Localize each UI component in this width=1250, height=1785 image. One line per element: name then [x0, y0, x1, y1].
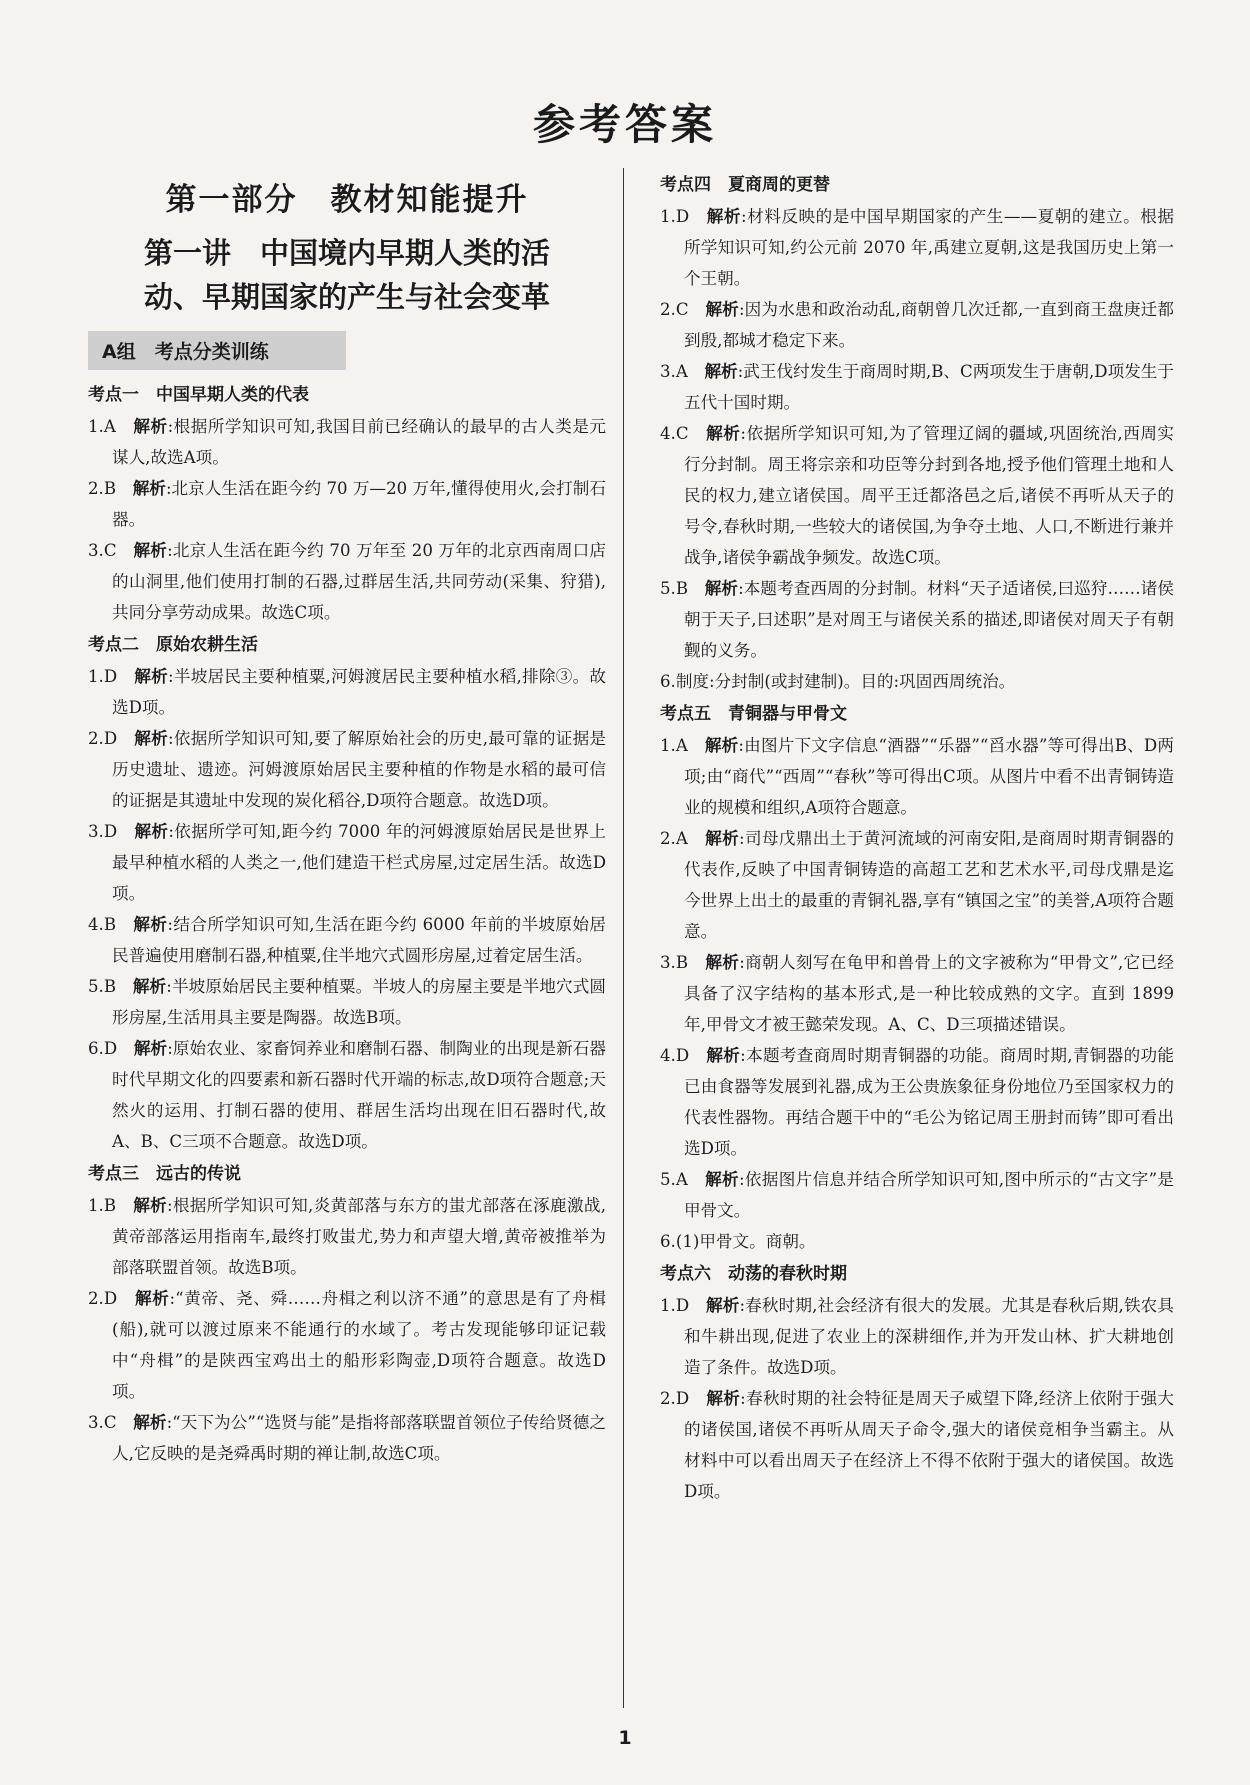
answer-text: :根据所学知识可知,炎黄部落与东方的蚩尤部落在涿鹿激战,黄帝部落运用指南车,最终打败蚩尤,势力和声望大增,黄帝被推举为部落联盟首领。故选B项。 [112, 1196, 606, 1277]
answer-item [660, 1040, 1174, 1164]
answer-number: 1.A [88, 417, 116, 436]
analysis-keyword: 解析 [133, 1039, 168, 1058]
section-heading: 考点一 中国早期人类的代表 [88, 385, 309, 405]
answer-text: :春秋时期,社会经济有很大的发展。尤其是春秋后期,铁农具和牛耕出现,促进了农业上的深耕细作,并为开发山林、扩大耕地创造了条件。故选D项。 [684, 1296, 1175, 1377]
answer-text: :材料反映的是中国早期国家的产生——夏朝的建立。根据所学知识可知,约公元前 2070 年,禹建立夏朝,这是我国历史上第一个王朝。 [684, 207, 1174, 288]
answer-text: :半坡居民主要种植粟,河姆渡居民主要种植水稻,排除③。故选D项。 [112, 667, 607, 717]
analysis-keyword: 解析 [706, 207, 742, 226]
answer-text: :由图片下文字信息“酒器”“乐器”“舀水器”等可得出B、D两项;由“商代”“西周”“春秋”等可得出C项。从图片中看不出青铜铸造业的规模和组织,A项符合题意。 [684, 736, 1175, 817]
column-divider [623, 168, 624, 1708]
analysis-keyword: 解析 [704, 362, 738, 381]
answer-text: :春秋时期的社会特征是周天子威望下降,经济上依附于强大的诸侯国,诸侯不再听从周天子命令,强大的诸侯竞相争当霸主。从材料中可以看出周天子在经济上不得不依附于强大的诸侯国。故选D项。 [684, 1389, 1174, 1501]
answer-text: :原始农业、家畜饲养业和磨制石器、制陶业的出现是新石器时代早期文化的四要素和新石器时代开端的标志,故D项符合题意;天然火的运用、打制石器的使用、群居生活均出现在旧石器时代,故A、B、C三项不合题意。故选D项。 [112, 1039, 607, 1151]
analysis-keyword: 解析 [705, 829, 740, 848]
answer-item [88, 473, 606, 535]
answer-item [660, 294, 1174, 356]
group-label: A组 考点分类训练 [88, 331, 346, 370]
answer-number: 1.D [660, 207, 690, 226]
answer-number: 4.D [660, 1046, 690, 1065]
section-heading: 考点二 原始农耕生活 [88, 635, 258, 655]
part-title: 第一部分 教材知能提升 [165, 182, 529, 218]
analysis-keyword: 解析 [704, 579, 739, 598]
answer-item [88, 816, 606, 909]
answer-number: 2.D [88, 729, 118, 748]
answer-number: 1.D [88, 667, 118, 686]
answer-number: 2.B [88, 479, 117, 498]
analysis-keyword: 解析 [706, 1296, 740, 1315]
answer-item [660, 1383, 1174, 1507]
answer-number: 2.D [88, 1289, 118, 1308]
answer-item [88, 971, 606, 1033]
page-title: 参考答案 [532, 100, 717, 149]
answer-number: 2.A [660, 829, 688, 848]
answer-number: 3.D [88, 822, 118, 841]
answer-number: 1.D [660, 1296, 690, 1315]
answer-number: 6. [660, 1232, 676, 1251]
answer-number: 6. [660, 672, 676, 691]
answer-text: :结合所学知识可知,生活在距今约 6000 年前的半坡原始居民普遍使用磨制石器,种植粟,住半地穴式圆形房屋,过着定居生活。 [112, 915, 606, 965]
answer-text: :武王伐纣发生于商周时期,B、C两项发生于唐朝,D项发生于五代十国时期。 [684, 362, 1175, 412]
section-heading: 考点六 动荡的春秋时期 [660, 1264, 847, 1284]
answer-item [88, 535, 606, 628]
answer-number: 4.B [88, 915, 117, 934]
answer-item [88, 411, 606, 473]
answer-item [660, 666, 1174, 697]
analysis-keyword: 解析 [705, 300, 739, 319]
answer-text: :依据所学可知,距今约 7000 年的河姆渡原始居民是世界上最早种植水稻的人类之一,他们建造干栏式房屋,过定居生活。故选D项。 [112, 822, 606, 903]
analysis-keyword: 解析 [705, 1170, 739, 1189]
analysis-keyword: 解析 [706, 424, 741, 443]
analysis-keyword: 解析 [704, 736, 739, 755]
answer-item [660, 573, 1174, 666]
answer-item [88, 1407, 606, 1469]
answer-number: 3.C [88, 541, 117, 560]
answer-item [660, 730, 1174, 823]
answer-item [660, 418, 1174, 573]
answer-number: 5.B [88, 977, 117, 996]
section-heading: 考点五 青铜器与甲骨文 [660, 704, 847, 724]
answer-item [660, 947, 1174, 1040]
answer-number: 3.A [660, 362, 688, 381]
answer-number: 3.C [88, 1413, 117, 1432]
analysis-keyword: 解析 [134, 729, 168, 748]
answer-text: :本题考查商周时期青铜器的功能。商周时期,青铜器的功能已由食器等发展到礼器,成为王公贵族象征身份地位乃至国家权力的代表性器物。再结合题干中的“毛公为铭记周王册封而铸”即可看出选D项。 [684, 1046, 1174, 1158]
answer-text: :半坡原始居民主要种植粟。半坡人的房屋主要是半地穴式圆形房屋,生活用具主要是陶器。故选B项。 [112, 977, 607, 1027]
analysis-keyword: 解析 [706, 1046, 741, 1065]
answer-item [660, 1290, 1174, 1383]
answer-item [88, 1283, 606, 1407]
left-column [88, 168, 606, 1705]
analysis-keyword: 解析 [133, 915, 168, 934]
answer-text: :北京人生活在距今约 70 万年至 20 万年的北京西南周口店的山洞里,他们使用打制的石器,过群居生活,共同劳动(采集、狩猎),共同分享劳动成果。故选C项。 [112, 541, 607, 622]
answer-text: 制度:分封制(或封建制)。目的:巩固西周统治。 [675, 672, 1016, 691]
right-sections [660, 170, 1174, 1507]
answer-text: :北京人生活在距今约 70 万—20 万年,懂得使用火,会打制石器。 [112, 479, 606, 529]
answer-text: :本题考查西周的分封制。材料“天子适诸侯,曰巡狩……诸侯朝于天子,曰述职”是对周王与诸侯关系的描述,即诸侯对周天子有朝觐的义务。 [684, 579, 1175, 660]
answer-item [88, 723, 606, 816]
answer-number: 1.A [660, 736, 688, 755]
answer-item [660, 1226, 1174, 1257]
analysis-keyword: 解析 [133, 1413, 167, 1432]
answer-item [88, 909, 606, 971]
analysis-keyword: 解析 [134, 822, 169, 841]
answer-number: 2.C [660, 300, 689, 319]
section-heading: 考点四 夏商周的更替 [660, 175, 830, 195]
lecture-title-line-1: 第一讲 中国境内早期人类的活 [143, 236, 550, 270]
lecture-title [88, 231, 606, 319]
answer-item [660, 1164, 1174, 1226]
analysis-keyword: 解析 [132, 977, 167, 996]
analysis-keyword: 解析 [133, 417, 168, 436]
answer-text: (1)甲骨文。商朝。 [675, 1232, 816, 1251]
answer-item [88, 1190, 606, 1283]
answer-number: 6.D [88, 1039, 118, 1058]
analysis-keyword: 解析 [705, 953, 740, 972]
analysis-keyword: 解析 [706, 1389, 741, 1408]
answer-text: :因为水患和政治动乱,商朝曾几次迁都,一直到商王盘庚迁都到殷,都城才稳定下来。 [684, 300, 1175, 350]
analysis-keyword: 解析 [132, 479, 166, 498]
answer-item [660, 201, 1174, 294]
answer-item [660, 823, 1174, 947]
answer-text: :依据所学知识可知,为了管理辽阔的疆域,巩固统治,西周实行分封制。周王将宗亲和功臣等分封到各地,授予他们管理土地和人民的权力,建立诸侯国。周平王迁都洛邑之后,诸侯不再听从天子的号令,春秋时期,一些较大的诸侯国,为争夺土地、人口,不断进行兼并战争,诸侯争霸战争频发。故选C项。 [684, 424, 1175, 567]
answer-item [88, 661, 606, 723]
section-heading: 考点三 远古的传说 [88, 1164, 241, 1184]
answer-item [660, 356, 1174, 418]
answer-number: 1.B [88, 1196, 117, 1215]
analysis-keyword: 解析 [134, 667, 168, 686]
answer-number: 3.B [660, 953, 689, 972]
answer-number: 4.C [660, 424, 689, 443]
lecture-title-line-2: 动、早期国家的产生与社会变革 [143, 280, 550, 314]
right-column [660, 168, 1174, 1705]
analysis-keyword: 解析 [135, 1289, 170, 1308]
answer-text: :“天下为公”“选贤与能”是指将部落联盟首领位子传给贤德之人,它反映的是尧舜禹时期的禅让制,故选C项。 [112, 1413, 607, 1463]
answer-text: :依据图片信息并结合所学知识可知,图中所示的“古文字”是甲骨文。 [684, 1170, 1175, 1220]
answer-text: :“黄帝、尧、舜……舟楫之利以济不通”的意思是有了舟楫(船),就可以渡过原来不能通行的水域了。考古发现能够印证记载中“舟楫”的是陕西宝鸡出土的船形彩陶壶,D项符合题意。故选D项。 [112, 1289, 607, 1401]
answer-text: :司母戊鼎出土于黄河流域的河南安阳,是商周时期青铜器的代表作,反映了中国青铜铸造的高超工艺和艺术水平,司母戊鼎是迄今世界上出土的最重的青铜礼器,享有“镇国之宝”的美誉,A项符合题意。 [684, 829, 1175, 941]
page-number: 1 [618, 1727, 632, 1749]
answer-item [88, 1033, 606, 1157]
answer-number: 2.D [660, 1389, 690, 1408]
left-sections [88, 380, 606, 1469]
answer-number: 5.A [660, 1170, 688, 1189]
analysis-keyword: 解析 [133, 541, 168, 560]
analysis-keyword: 解析 [133, 1196, 167, 1215]
answer-text: :依据所学知识可知,要了解原始社会的历史,最可靠的证据是历史遗址、遗迹。河姆渡原始居民主要种植的作物是水稻的最可信的证据是其遗址中发现的炭化稻谷,D项符合题意。故选D项。 [112, 729, 607, 810]
answer-text: :商朝人刻写在龟甲和兽骨上的文字被称为“甲骨文”,它已经具备了汉字结构的基本形式,是一种比较成熟的文字。直到 1899 年,甲骨文才被王懿荣发现。A、C、D三项描述错误。 [684, 953, 1175, 1034]
answer-text: :根据所学知识可知,我国目前已经确认的最早的古人类是元谋人,故选A项。 [112, 417, 607, 467]
answer-number: 5.B [660, 579, 689, 598]
